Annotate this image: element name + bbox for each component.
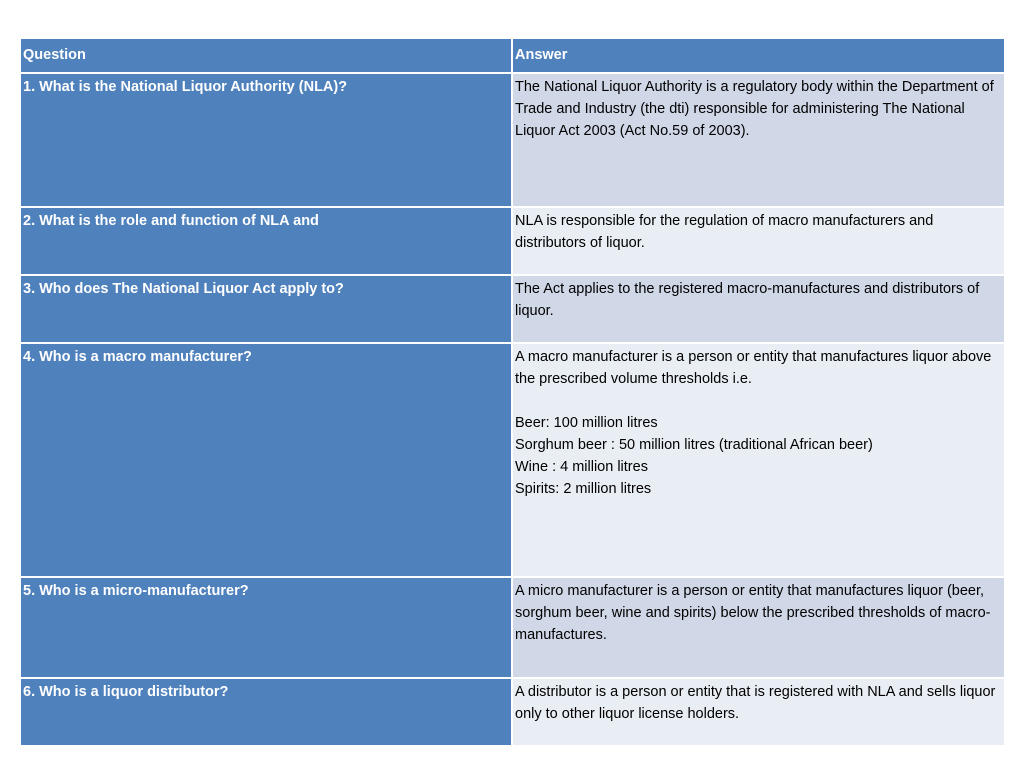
answer-column-header: Answer (512, 38, 1005, 73)
threshold-beer: Beer: 100 million litres (515, 415, 658, 431)
table-row (20, 275, 1005, 343)
threshold-wine: Wine : 4 million litres (515, 459, 648, 475)
answer-cell: The National Liquor Authority is a regulatory body within the Department of Trade and Industry (the dti) responsible for administering The National Liquor Act 2003 (Act No.59 of 2003). (512, 73, 1005, 207)
threshold-spirits: Spirits: 2 million litres (515, 481, 652, 497)
answer-cell: NLA is responsible for the regulation of macro manufacturers and distributors of liquor. (512, 207, 1005, 275)
question-cell: 6. Who is a liquor distributor? (20, 678, 512, 746)
threshold-sorghum-beer: Sorghum beer : 50 million litres (traditional African beer) (515, 437, 873, 453)
blank-line (515, 390, 1002, 412)
question-cell: 4. Who is a macro manufacturer? (20, 343, 512, 577)
table-row (20, 343, 1005, 577)
answer-intro: A macro manufacturer is a person or entity that manufactures liquor above the prescribed volume thresholds i.e. (515, 349, 996, 387)
table-header-row (20, 38, 1005, 73)
question-cell: 3. Who does The National Liquor Act apply to? (20, 275, 512, 343)
question-cell: 5. Who is a micro-manufacturer? (20, 577, 512, 678)
table-row (20, 207, 1005, 275)
answer-cell: A distributor is a person or entity that is registered with NLA and sells liquor only to other liquor license holders. (512, 678, 1005, 746)
table-row (20, 577, 1005, 678)
question-column-header: Question (20, 38, 512, 73)
table-row (20, 678, 1005, 746)
answer-cell: The Act applies to the registered macro-manufactures and distributors of liquor. (512, 275, 1005, 343)
question-cell: 1. What is the National Liquor Authority (NLA)? (20, 73, 512, 207)
table-row (20, 73, 1005, 207)
answer-cell: A micro manufacturer is a person or entity that manufactures liquor (beer, sorghum beer, wine and spirits) below the prescribed thresholds of macro-manufactures. (512, 577, 1005, 678)
faq-table (19, 37, 1006, 747)
answer-cell (512, 343, 1005, 577)
question-cell: 2. What is the role and function of NLA and (20, 207, 512, 275)
